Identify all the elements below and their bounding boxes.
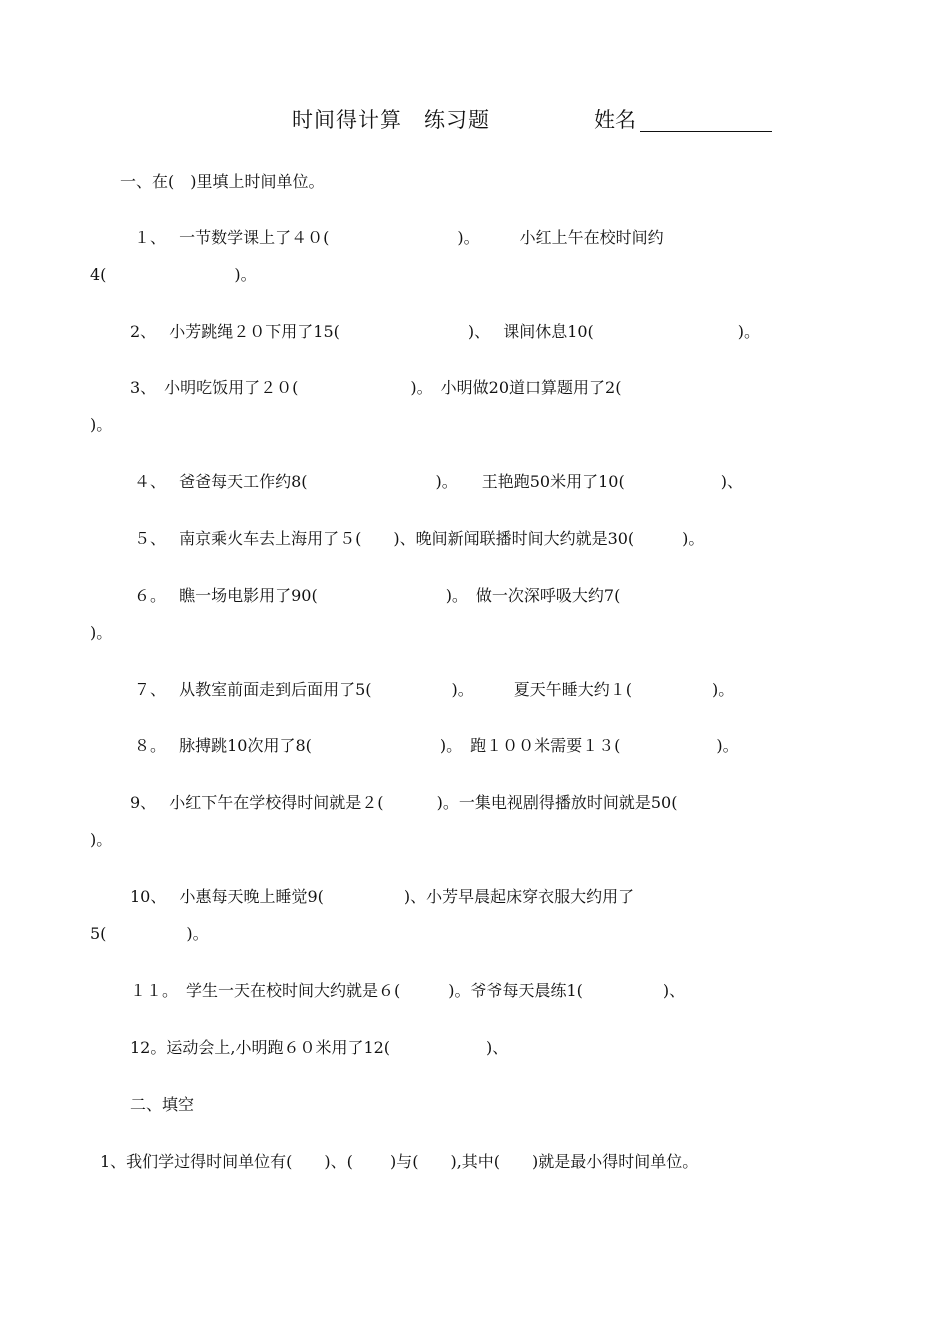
question-line: )。 xyxy=(90,415,113,434)
question-line: ５、 南京乘火车去上海用了５( )、晚间新闻联播时间大约就是30( )。 xyxy=(134,529,705,548)
question-line: 3、 小明吃饭用了２０( )。 小明做20道口算题用了2( xyxy=(130,378,622,397)
name-label: 姓名 xyxy=(594,108,636,132)
question-line: １、 一节数学课上了４０( )。 小红上午在校时间约 xyxy=(134,228,664,247)
question-line: 9、 小红下午在学校得时间就是２( )。一集电视剧得播放时间就是50( xyxy=(130,793,678,812)
question-line: 5( )。 xyxy=(90,924,209,943)
question-line: 4( )。 xyxy=(90,265,257,284)
question-line: ８。 脉搏跳10次用了8( )。 跑１００米需要１３( )。 xyxy=(134,736,739,755)
section2-heading: 二、填空 xyxy=(130,1095,195,1114)
question-line: ７、 从教室前面走到后面用了5( )。 夏天午睡大约１( )。 xyxy=(134,680,735,699)
section1-heading: 一、在( )里填上时间单位。 xyxy=(120,172,325,191)
title-row xyxy=(0,104,950,140)
name-blank-line[interactable] xyxy=(640,131,772,132)
question-line: ６。 瞧一场电影用了90( )。 做一次深呼吸大约7( xyxy=(134,586,621,605)
question-line: 10、 小惠每天晚上睡觉9( )、小芳早晨起床穿衣服大约用了 xyxy=(130,887,635,906)
question-line: １１。 学生一天在校时间大约就是６( )。爷爷每天晨练1( )、 xyxy=(130,981,686,1000)
question-line: 12。运动会上,小明跑６０米用了12( )、 xyxy=(130,1038,509,1057)
question-line: 1、我们学过得时间单位有( )、( )与( ),其中( )就是最小得时间单位。 xyxy=(100,1152,699,1171)
question-line: 2、 小芳跳绳２０下用了15( )、 课间休息10( )。 xyxy=(130,322,761,341)
question-line: )。 xyxy=(90,623,113,642)
question-line: ４、 爸爸每天工作约8( )。 王艳跑50米用了10( )、 xyxy=(134,472,743,491)
worksheet-title: 时间得计算 练习题 xyxy=(292,108,490,132)
question-line: )。 xyxy=(90,830,113,849)
